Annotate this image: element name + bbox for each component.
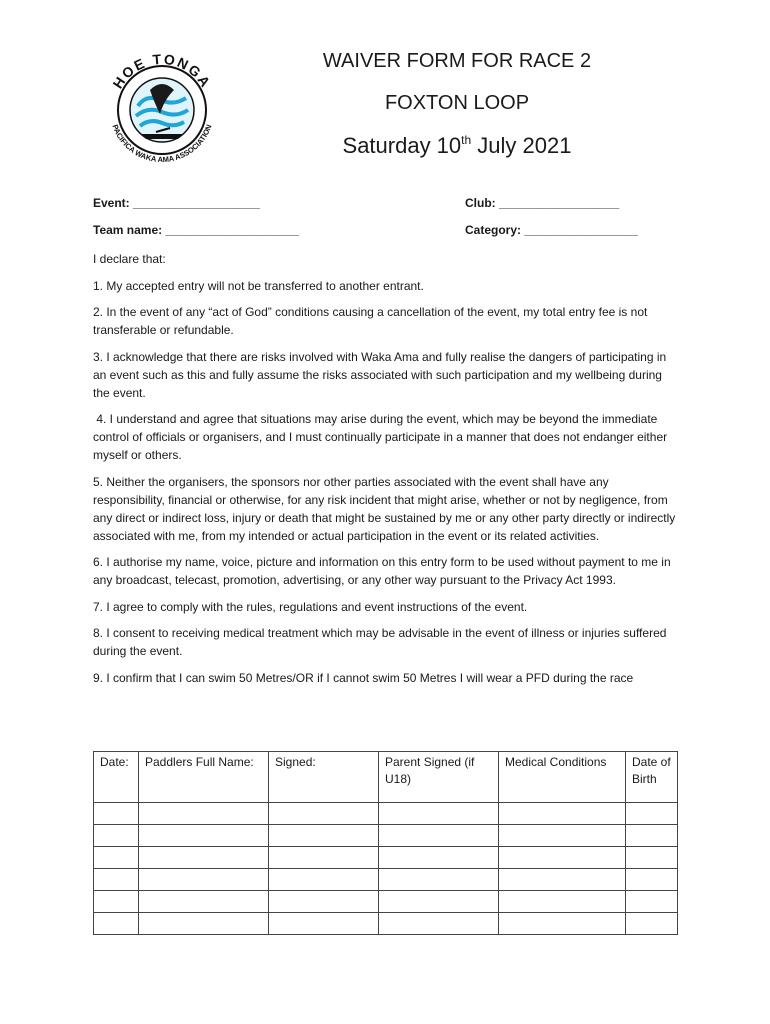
table-cell[interactable] — [94, 847, 139, 869]
col-parent-signed: Parent Signed (if U18) — [379, 752, 499, 803]
table-cell[interactable] — [626, 825, 678, 847]
table-cell[interactable] — [139, 869, 269, 891]
table-row — [94, 891, 678, 913]
table-cell[interactable] — [626, 847, 678, 869]
col-signed: Signed: — [269, 752, 379, 803]
col-date: Date: — [94, 752, 139, 803]
table-cell[interactable] — [626, 913, 678, 935]
table-cell[interactable] — [379, 869, 499, 891]
table-cell[interactable] — [139, 847, 269, 869]
table-cell[interactable] — [499, 891, 626, 913]
declaration-item-2: 2. In the event of any “act of God” conditions causing a cancellation of the event, my total entry fee is not transferable or refundable. — [93, 305, 648, 337]
declaration-item-7: 7. I agree to comply with the rules, regulations and event instructions of the event. — [93, 599, 528, 614]
col-date-of-birth: Date of Birth — [626, 752, 678, 803]
table-cell[interactable] — [139, 891, 269, 913]
category-field[interactable]: Category: _________________ — [465, 223, 638, 237]
table-cell[interactable] — [379, 847, 499, 869]
col-paddler-name: Paddlers Full Name: — [139, 752, 269, 803]
table-cell[interactable] — [94, 803, 139, 825]
table-cell[interactable] — [499, 803, 626, 825]
declaration-item-1: 1. My accepted entry will not be transferred to another entrant. — [93, 278, 424, 293]
table-row — [94, 825, 678, 847]
form-title: WAIVER FORM FOR RACE 2 — [322, 50, 592, 72]
declaration-item-8: 8. I consent to receiving medical treatment which may be advisable in the event of illness or injuries suffered during the event. — [93, 626, 667, 658]
table-cell[interactable] — [269, 847, 379, 869]
declaration-item-3: 3. I acknowledge that there are risks involved with Waka Ama and fully realise the dangers of participating in an event such as this and fully assume the risks associated with such participation and my wellbeing during the event. — [93, 349, 667, 400]
declaration-item-5: 5. Neither the organisers, the sponsors nor other parties associated with the event shall have any responsibility, financial or otherwise, for any risk incident that might arise, whether or not by negligence, from any direct or indirect loss, injury or death that might be sustained by me or any other party directly or indirectly associated with me, from my intended or actual participation in the event or its related activities. — [93, 474, 676, 543]
club-field[interactable]: Club: __________________ — [465, 196, 620, 210]
table-cell[interactable] — [94, 891, 139, 913]
logo-ring-text: PACIFICA WAKA AMA ASSOCIATION — [110, 123, 214, 165]
table-cell[interactable] — [379, 825, 499, 847]
table-cell[interactable] — [379, 891, 499, 913]
table-cell[interactable] — [269, 825, 379, 847]
table-cell[interactable] — [499, 825, 626, 847]
entry-fields — [93, 196, 693, 250]
declaration-item-9: 9. I confirm that I can swim 50 Metres/OR if I cannot swim 50 Metres I will wear a PFD during the race — [93, 670, 634, 685]
table-cell[interactable] — [139, 913, 269, 935]
table-cell[interactable] — [94, 869, 139, 891]
declaration — [93, 250, 678, 695]
table-row — [94, 869, 678, 891]
table-cell[interactable] — [379, 803, 499, 825]
event-name: FOXTON LOOP — [384, 92, 530, 114]
paddlers-table — [93, 751, 678, 935]
table-cell[interactable] — [94, 825, 139, 847]
event-date-suffix-sup: th — [461, 133, 472, 147]
table-cell[interactable] — [269, 913, 379, 935]
table-cell[interactable] — [269, 869, 379, 891]
table-cell[interactable] — [499, 913, 626, 935]
declaration-item-6: 6. I authorise my name, voice, picture and information on this entry form to be used without payment to me in any broadcast, telecast, promotion, advertising, or any other way pursuant to the Privacy Act 1993. — [93, 555, 671, 587]
team-name-field[interactable]: Team name: ____________________ — [93, 223, 299, 237]
table-row — [94, 803, 678, 825]
event-date-prefix: Saturday 10 — [342, 133, 462, 158]
event-field[interactable]: Event: ___________________ — [93, 196, 260, 210]
table-cell[interactable] — [626, 803, 678, 825]
table-cell[interactable] — [626, 891, 678, 913]
col-medical-conditions: Medical Conditions — [499, 752, 626, 803]
fields-row-2 — [93, 223, 693, 250]
table-cell[interactable] — [94, 913, 139, 935]
table-cell[interactable] — [626, 869, 678, 891]
table-cell[interactable] — [499, 847, 626, 869]
table-row — [94, 913, 678, 935]
declaration-intro: I declare that: — [93, 252, 166, 266]
event-date-suffix: July 2021 — [471, 133, 572, 158]
table-cell[interactable] — [139, 803, 269, 825]
declaration-item-4: 4. I understand and agree that situations may arise during the event, which may be beyond the immediate control of officials or organisers, and I must continually participate in a manner that does not endanger either myself or others. — [93, 412, 671, 462]
table-cell[interactable] — [269, 891, 379, 913]
logo-top-text: HOE TONGA — [109, 50, 215, 92]
event-date — [292, 130, 622, 162]
table-cell[interactable] — [269, 803, 379, 825]
table-header-row — [94, 752, 678, 803]
hoe-tonga-logo — [94, 40, 230, 170]
table-cell[interactable] — [139, 825, 269, 847]
fields-row-1 — [93, 196, 693, 223]
table-cell[interactable] — [499, 869, 626, 891]
title-block — [292, 46, 622, 162]
table-row — [94, 847, 678, 869]
table-cell[interactable] — [379, 913, 499, 935]
